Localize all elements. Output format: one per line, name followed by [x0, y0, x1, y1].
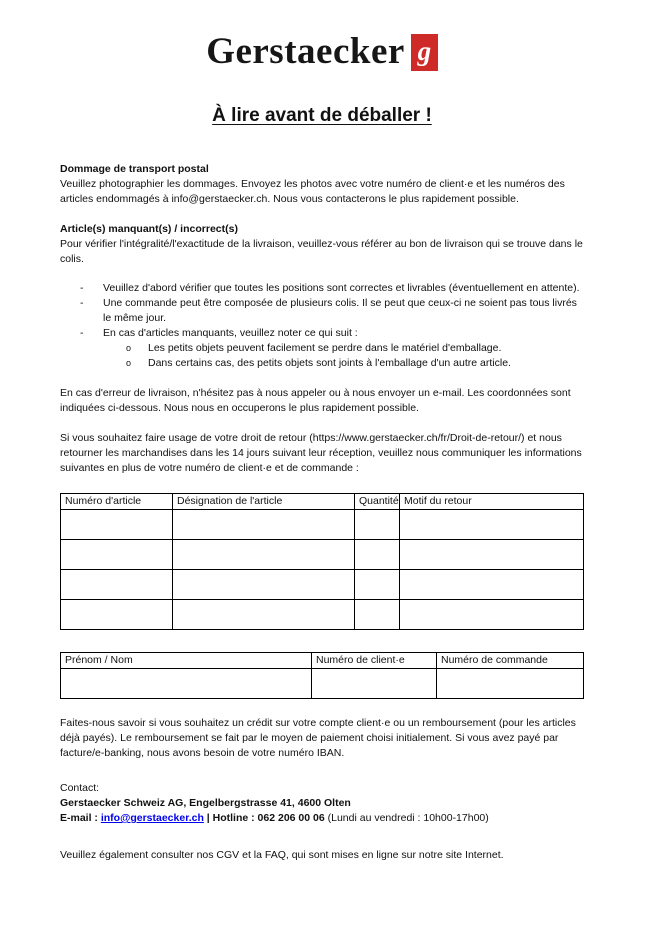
spacer [60, 267, 584, 281]
sub-list-item [60, 356, 584, 371]
table-cell-empty [355, 600, 400, 630]
table-cell-empty [61, 570, 173, 600]
dash-bullet-icon: - [80, 297, 84, 309]
dash-bullet-icon: - [80, 327, 84, 339]
sub-list-item-text: Les petits objets peuvent facilement se perdre dans le matériel d'emballage. [148, 342, 502, 354]
table-cell-empty [400, 540, 584, 570]
table-header-row [61, 494, 584, 510]
list-item [60, 296, 584, 326]
email-label: E-mail : [60, 812, 101, 824]
brand-logo [60, 33, 584, 71]
table-cell-empty [312, 669, 437, 699]
table-cell-empty [61, 510, 173, 540]
delivery-error-paragraph: En cas d'erreur de livraison, n'hésitez pas à nous appeler ou à nous envoyer un e-mail. Les coordonnées sont indiquées ci-dessous. Nous nous en occuperons le plus rapidement possible. [60, 387, 571, 414]
list-item-text: Une commande peut être composée de plusieurs colis. Il se peut que ceux-ci ne soient pas tous livrés le même jour. [103, 297, 577, 324]
refund-paragraph: Faites-nous savoir si vous souhaitez un crédit sur votre compte client·e ou un remboursement (pour les articles déjà payés). Le remboursement se fait par le moyen de paiement choisi initialement. Si vous avez payé par facture/e-banking, nous avons besoin de votre numéro IBAN. [60, 717, 576, 759]
return-policy-paragraph: Si vous souhaitez faire usage de votre droit de retour (https://www.gerstaecker.ch/fr/Droit-de-retour/) et nous retourner les marchandises dans les 14 jours suivant leur réception, veuillez nous communiquer les informations suivantes en plus de votre numéro de client·e et de commande : [60, 432, 582, 474]
g-script-icon: g [417, 35, 432, 66]
hours-text: (Lundi au vendredi : 10h00-17h00) [324, 812, 489, 824]
spacer [60, 761, 584, 781]
table-cell-empty [61, 540, 173, 570]
missing-section-heading: Article(s) manquant(s) / incorrect(s) [60, 223, 238, 235]
list-item-text: Veuillez d'abord vérifier que toutes les positions sont correctes et livrables (éventuellement en attente). [103, 282, 580, 294]
damage-section-heading: Dommage de transport postal [60, 163, 209, 175]
table-header-row [61, 653, 584, 669]
return-items-table [60, 493, 584, 630]
column-header-article-designation: Désignation de l'article [173, 494, 355, 510]
brand-logo-mark [411, 34, 438, 71]
contact-label: Contact: [60, 782, 100, 794]
table-row [61, 540, 584, 570]
circle-bullet-icon: o [126, 358, 132, 368]
column-header-customer-number: Numéro de client·e [312, 653, 437, 669]
email-link[interactable]: info@gerstaecker.ch [100, 812, 204, 824]
damage-section-body: Veuillez photographier les dommages. Envoyez les photos avec votre numéro de client·e et les numéros des articles endommagés à info@gerstaecker.ch. Nous vous contacterons le plus rapidement possible. [60, 178, 565, 205]
brand-wordmark: Gerstaecker [206, 31, 405, 72]
spacer [60, 476, 584, 493]
column-header-return-reason: Motif du retour [400, 494, 584, 510]
table-cell-empty [400, 510, 584, 540]
table-cell-empty [355, 540, 400, 570]
spacer [60, 371, 584, 386]
table-cell-empty [437, 669, 584, 699]
list-item-text: En cas d'articles manquants, veuillez noter ce qui suit : [103, 327, 358, 339]
table-row [61, 510, 584, 540]
column-header-order-number: Numéro de commande [437, 653, 584, 669]
contact-company-line: Gerstaecker Schweiz AG, Engelbergstrasse 41, 4600 Olten [60, 797, 351, 809]
list-item [60, 326, 584, 341]
column-header-article-number: Numéro d'article [61, 494, 173, 510]
contact-email-line [60, 811, 584, 826]
spacer [60, 630, 584, 652]
spacer [60, 699, 584, 716]
spacer [60, 826, 584, 848]
column-header-name: Prénom / Nom [61, 653, 312, 669]
sub-list-item [60, 341, 584, 356]
table-cell-empty [61, 600, 173, 630]
table-row [61, 669, 584, 699]
page-title: À lire avant de déballer ! [212, 105, 432, 126]
table-cell-empty [400, 600, 584, 630]
customer-info-table [60, 652, 584, 699]
hotline-text: | Hotline : 062 206 00 06 [203, 812, 325, 824]
instructions-list [60, 281, 584, 371]
table-row [61, 570, 584, 600]
table-cell-empty [173, 540, 355, 570]
table-cell-empty [355, 510, 400, 540]
table-cell-empty [400, 570, 584, 600]
table-cell-empty [173, 510, 355, 540]
sub-list-item-text: Dans certains cas, des petits objets sont joints à l'emballage d'un autre article. [148, 357, 511, 369]
circle-bullet-icon: o [126, 343, 132, 353]
spacer [60, 207, 584, 222]
table-cell-empty [355, 570, 400, 600]
table-cell-empty [173, 600, 355, 630]
footer-note: Veuillez également consulter nos CGV et la FAQ, qui sont mises en ligne sur notre site Internet. [60, 849, 504, 861]
dash-bullet-icon: - [80, 282, 84, 294]
table-cell-empty [173, 570, 355, 600]
missing-section-body: Pour vérifier l'intégralité/l'exactitude de la livraison, veuillez-vous référer au bon de livraison qui se trouve dans le colis. [60, 238, 583, 265]
list-item [60, 281, 584, 296]
table-row [61, 600, 584, 630]
table-cell-empty [61, 669, 312, 699]
column-header-quantity: Quantité [355, 494, 400, 510]
spacer [60, 416, 584, 431]
